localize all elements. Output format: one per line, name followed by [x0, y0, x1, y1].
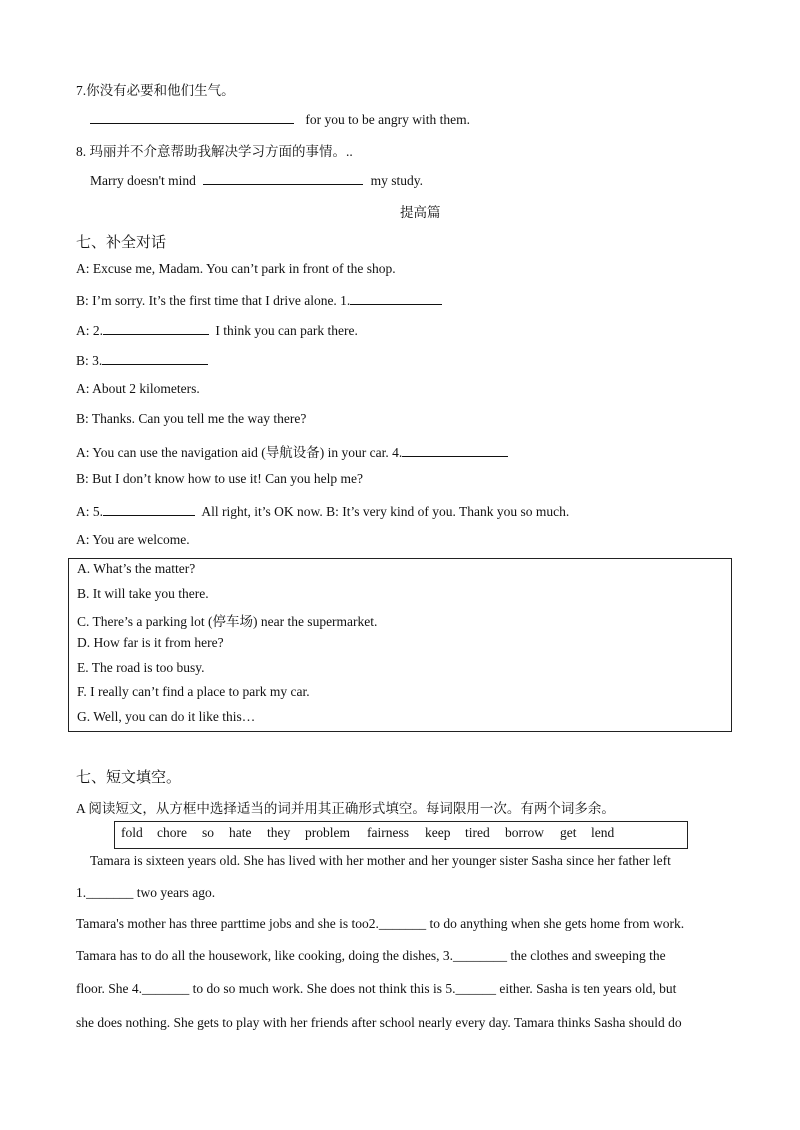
dialogue-heading: 七、补全对话 [76, 235, 167, 251]
dialogue-text: All right, it’s OK now. B: It’s very kind of you. Thank you so much. [201, 504, 570, 519]
q7-chinese: 7.你没有必要和他们生气。 [76, 83, 235, 98]
dialogue-line [76, 441, 508, 461]
word-bank-word: fold [121, 825, 143, 840]
option-g: G. Well, you can do it like this… [77, 709, 256, 724]
dialogue-line: A: You are welcome. [76, 532, 190, 547]
word-bank-word: problem [305, 825, 350, 840]
answer-blank-5[interactable] [103, 502, 195, 516]
word-bank-word: borrow [505, 825, 544, 840]
word-bank-word: keep [425, 825, 451, 840]
dialogue-text: I think you can park there. [215, 323, 358, 338]
option-f: F. I really can’t find a place to park my car. [77, 684, 310, 699]
word-bank-word: they [267, 825, 291, 840]
word-bank-word: hate [229, 825, 252, 840]
answer-blank[interactable] [203, 171, 363, 185]
cloze-instruction: A 阅读短文，从方框中选择适当的词并用其正确形式填空。每词限用一次。有两个词多余。 [76, 801, 615, 816]
dialogue-text: A: 5. [76, 504, 103, 519]
dialogue-text: A: 2. [76, 323, 103, 338]
answer-blank-1[interactable] [350, 291, 442, 305]
word-bank-word: lend [591, 825, 615, 840]
option-d: D. How far is it from here? [77, 635, 224, 650]
answer-blank-3[interactable] [102, 351, 208, 365]
cloze-heading: 七、短文填空。 [76, 770, 182, 786]
dialogue-text: B: 3. [76, 353, 103, 368]
answer-blank-2[interactable] [103, 321, 209, 335]
dialogue-line: A: About 2 kilometers. [76, 381, 200, 396]
dialogue-text: A: You can use the navigation aid (导航设备) in your car. 4. [76, 445, 403, 460]
q7-english-line [90, 110, 470, 128]
passage-line: Tamara has to do all the housework, like cooking, doing the dishes, 3.________ the clothes and sweeping the [76, 948, 666, 963]
options-box [68, 558, 732, 732]
section-title: 提高篇 [400, 205, 441, 220]
q8-english-line [90, 171, 423, 189]
dialogue-text: B: I’m sorry. It’s the first time that I drive alone. 1. [76, 293, 351, 308]
dialogue-line: B: But I don’t know how to use it! Can you help me? [76, 471, 363, 486]
option-e: E. The road is too busy. [77, 660, 205, 675]
option-a: A. What’s the matter? [77, 561, 196, 576]
answer-blank[interactable] [90, 110, 294, 124]
passage-line: floor. She 4._______ to do so much work. She does not think this is 5.______ either. Sasha is ten years old, but [76, 981, 677, 996]
dialogue-line: A: Excuse me, Madam. You can’t park in front of the shop. [76, 261, 396, 276]
dialogue-line [76, 351, 208, 369]
q8-text-after: my study. [370, 173, 424, 188]
word-bank-box [114, 821, 688, 849]
dialogue-line [76, 291, 442, 309]
word-bank-word: so [202, 825, 215, 840]
word-bank-word: tired [465, 825, 490, 840]
passage-line: 1._______ two years ago. [76, 885, 216, 900]
q8-text-before: Marry doesn't mind [90, 173, 196, 188]
passage-line: she does nothing. She gets to play with her friends after school nearly every day. Tamara thinks Sasha should do [76, 1015, 682, 1030]
dialogue-line [76, 502, 569, 520]
answer-blank-4[interactable] [402, 443, 508, 457]
dialogue-line [76, 321, 358, 339]
option-c: C. There’s a parking lot (停车场) near the supermarket. [77, 614, 378, 629]
passage-line: Tamara's mother has three parttime jobs and she is too2._______ to do anything when she gets home from work. [76, 916, 685, 931]
q7-english-text: for you to be angry with them. [305, 112, 470, 127]
word-bank-word: get [560, 825, 577, 840]
word-bank-word: fairness [367, 825, 409, 840]
word-bank-word: chore [157, 825, 187, 840]
dialogue-line: B: Thanks. Can you tell me the way there? [76, 411, 307, 426]
q8-chinese: 8. 玛丽并不介意帮助我解决学习方面的事情。.. [76, 144, 353, 159]
passage-line: Tamara is sixteen years old. She has lived with her mother and her younger sister Sasha since her father left [90, 853, 671, 868]
option-b: B. It will take you there. [77, 586, 209, 601]
